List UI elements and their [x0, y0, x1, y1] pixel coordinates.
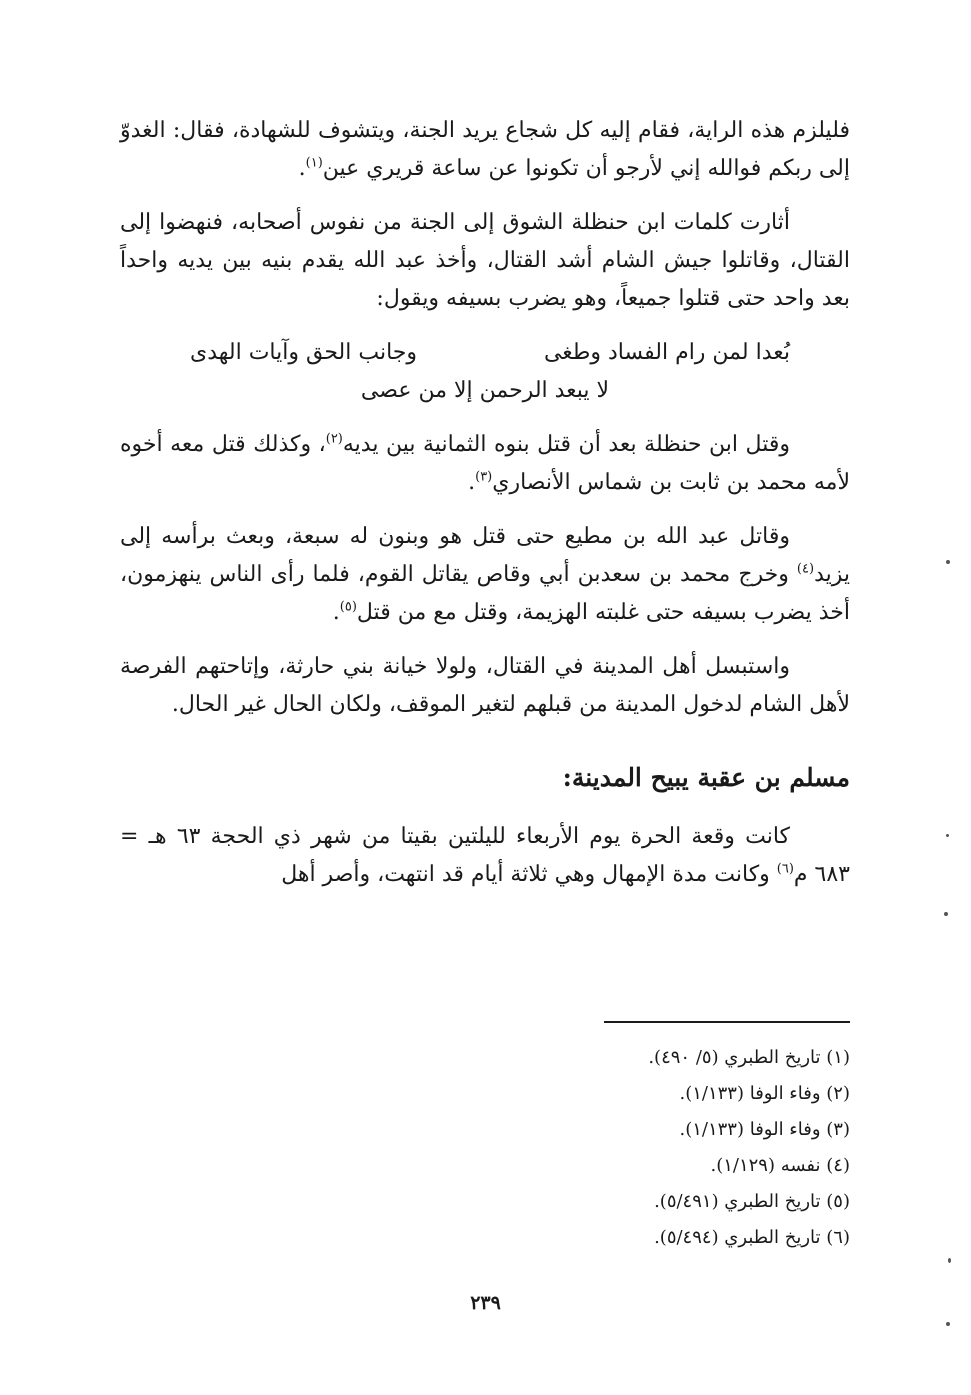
paragraph-1	[120, 112, 850, 188]
footnote-ref-4[interactable]: (٤)	[796, 561, 815, 577]
poem-line-2: لا يبعد الرحمن إلا من عصى	[360, 378, 610, 403]
footnote-3: (٣) وفاء الوفا (١/١٣٣).	[679, 1119, 850, 1140]
poem	[120, 334, 850, 410]
footnote-separator	[604, 1021, 850, 1023]
scan-speck	[946, 834, 949, 837]
poem-line-1	[120, 334, 850, 372]
scan-speck	[946, 1322, 950, 1326]
footnote-2: (٢) وفاء الوفا (١/١٣٣).	[679, 1083, 850, 1104]
footnote-ref-5[interactable]: (٥)	[339, 599, 357, 615]
paragraph-1-tail: .	[298, 156, 306, 181]
footnote-ref-6[interactable]: (٦)	[776, 861, 794, 877]
scan-speck	[944, 912, 948, 916]
paragraph-1-text: فليلزم هذه الراية، فقام إليه كل شجاع يريد الجنة، ويتشوف للشهادة، فقال: الغدوّ إلى ربكم فوالله إني لأرجو أن تكونوا عن ساعة قريري عين	[120, 118, 850, 181]
paragraph-4-text-a: وقاتل عبد الله بن مطيع حتى قتل هو وبنون له سبعة، وبعث برأسه إلى يزيد	[120, 524, 850, 587]
footnote-ref-3[interactable]: (٣)	[475, 469, 493, 485]
paragraph-3-text-a: وقتل ابن حنظلة بعد أن قتل بنوه الثمانية بين يديه	[342, 432, 790, 457]
paragraph-3-tail: .	[468, 470, 476, 495]
footnote-5: (٥) تاريخ الطبري (٥/٤٩١).	[654, 1191, 850, 1212]
poem-hemistich-right: بُعدا لمن رام الفساد وطغى	[543, 340, 790, 365]
footnotes	[120, 1040, 850, 1256]
paragraph-3	[120, 426, 850, 502]
scan-speck	[946, 560, 950, 564]
footnote-1: (١) تاريخ الطبري (٥/ ٤٩٠).	[648, 1047, 850, 1068]
paragraph-6-text-b: وكانت مدة الإمهال وهي ثلاثة أيام قد انتهت، وأصر أهل	[281, 862, 777, 887]
footnote-ref-2[interactable]: (٢)	[325, 431, 343, 447]
paragraph-6-text-a: كانت وقعة الحرة يوم الأربعاء لليلتين بقيتا من شهر ذي الحجة ٦٣ هـ = ٦٨٣ م	[120, 824, 850, 887]
paragraph-4	[120, 518, 850, 632]
footnote-6: (٦) تاريخ الطبري (٥/٤٩٤).	[654, 1227, 850, 1248]
paragraph-2: أثارت كلمات ابن حنظلة الشوق إلى الجنة من نفوس أصحابه، فنهضوا إلى القتال، وقاتلوا جيش الشام أشد القتال، وأخذ عبد الله يقدم بنيه بين يديه واحداً بعد واحد حتى قتلوا جميعاً، وهو يضرب بسيفه ويقول:	[120, 210, 850, 311]
paragraph-4-tail: .	[332, 600, 340, 625]
paragraph-3-text-b: ، وكذلك قتل معه أخوه لأمه محمد بن ثابت بن شماس الأنصاري	[120, 432, 850, 495]
paragraph-4-text-b: وخرج محمد بن سعدبن أبي وقاص يقاتل القوم، فلما رأى الناس ينهزمون، أخذ يضرب بسيفه حتى غلبته الهزيمة، وقتل مع من قتل	[120, 562, 850, 625]
page-number: ٢٣٩	[470, 1292, 501, 1314]
page-body	[120, 112, 850, 910]
poem-hemistich-left: وجانب الحق وآيات الهدى	[190, 340, 417, 365]
paragraph-5: واستبسل أهل المدينة في القتال، ولولا خيانة بني حارثة، وإتاحتهم الفرصة لأهل الشام لدخول المدينة من قبلهم لتغير الموقف، ولكان الحال غير الحال.	[120, 654, 850, 717]
paragraph-6	[120, 818, 850, 894]
footnote-ref-1[interactable]: (١)	[305, 155, 323, 171]
section-heading: مسلم بن عقبة يبيح المدينة:	[562, 763, 850, 792]
footnote-4: (٤) نفسه (١/١٢٩).	[710, 1155, 850, 1176]
scan-speck	[948, 1258, 951, 1263]
